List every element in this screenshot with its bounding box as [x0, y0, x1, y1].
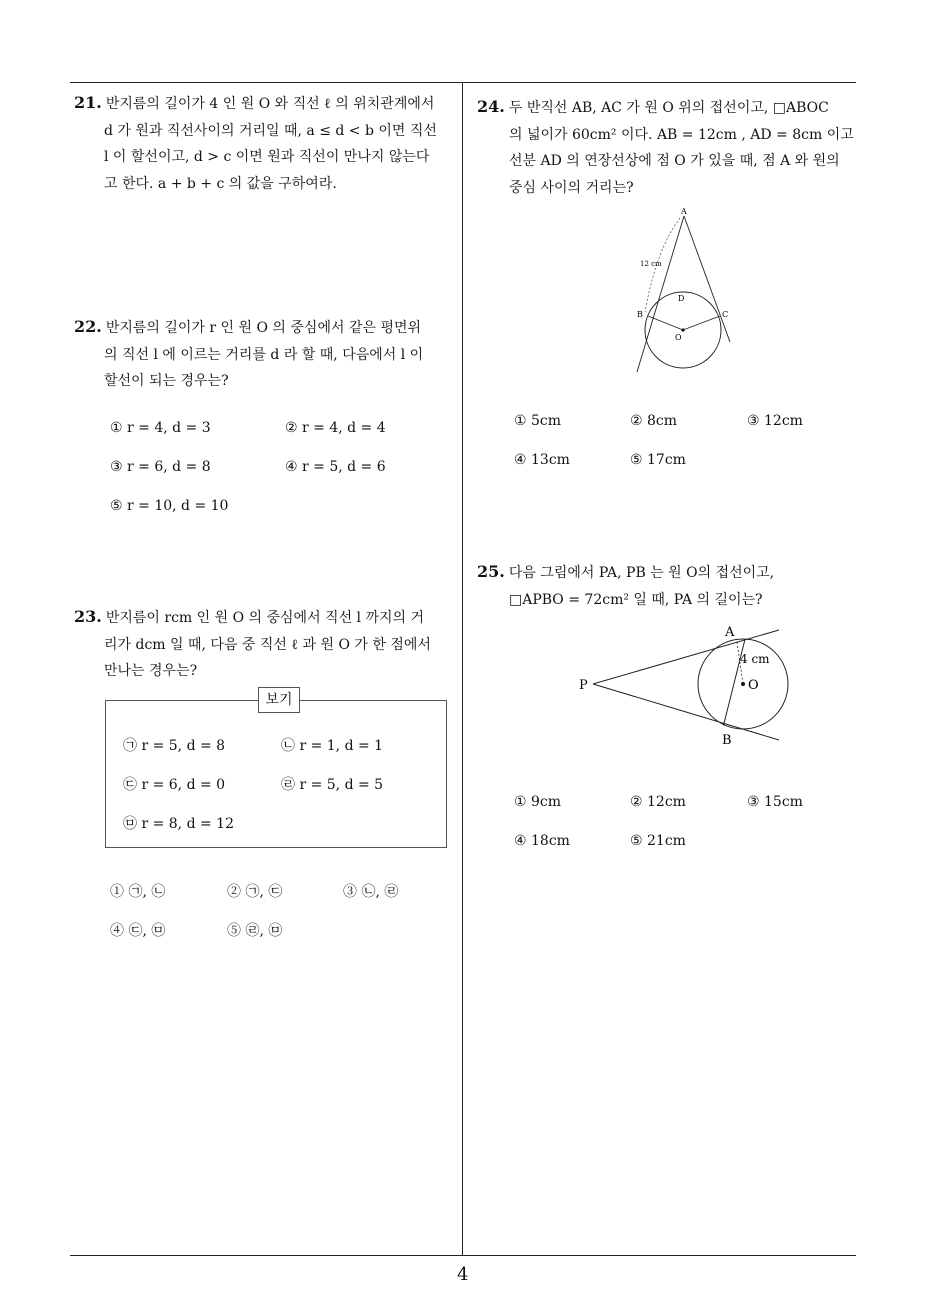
q21-line-1: 21. 반지름의 길이가 4 인 원 O 와 직선 ℓ 의 위치관계에서 [74, 93, 435, 112]
q24-choice-3[interactable]: ③ 12cm [747, 413, 803, 429]
q25-figure [575, 618, 790, 753]
q24-choice-5[interactable]: ⑤ 17cm [630, 452, 686, 468]
q25-choice-5[interactable]: ⑤ 21cm [630, 833, 686, 849]
q23-choice-4[interactable]: ④ ㉢, ㉤ [110, 923, 166, 939]
q22-line-3: 할선이 되는 경우는? [104, 373, 229, 389]
q22-choice-5[interactable]: ⑤ r = 10, d = 10 [110, 498, 229, 514]
q24-radius-oc [683, 316, 720, 330]
q25-label-b: B [722, 733, 732, 748]
q24-choice-1[interactable]: ① 5cm [514, 413, 562, 429]
q24-number: 24. [477, 97, 505, 116]
q24-choice-2[interactable]: ② 8cm [630, 413, 678, 429]
q25-line-2: □APBO = 72cm² 일 때, PA 의 길이는? [509, 591, 763, 608]
q23-choice-3[interactable]: ③ ㉡, ㉣ [343, 884, 399, 900]
q22-choice-3[interactable]: ③ r = 6, d = 8 [110, 459, 211, 475]
q23-line-1: 23. 반지름이 rcm 인 원 O 의 중심에서 직선 l 까지의 거 [74, 607, 425, 626]
q24-tangent-ac [684, 216, 730, 342]
q24-label-c: C [722, 310, 729, 319]
q21-line-3: l 이 할선이고, d > c 이면 원과 직선이 만나지 않는다 [104, 149, 430, 165]
q24-line-4: 중심 사이의 거리는? [509, 179, 634, 196]
q24-line-2: 의 넓이가 60cm² 이다. AB = 12cm , AD = 8cm 이고 [509, 126, 854, 143]
question-22 [74, 314, 458, 395]
q24-radius-ob [648, 316, 683, 330]
page-number: 4 [457, 1264, 469, 1285]
q24-choice-4[interactable]: ④ 13cm [514, 452, 570, 468]
q23-line-2: 리가 dcm 일 때, 다음 중 직선 ℓ 과 원 O 가 한 점에서 [104, 636, 431, 653]
q25-choice-1[interactable]: ① 9cm [514, 794, 562, 810]
q23-box-item-1: ㉠ r = 5, d = 8 [123, 738, 226, 754]
top-rule [70, 82, 856, 83]
q21-number: 21. [74, 93, 102, 112]
q23-choice-5[interactable]: ⑤ ㉣, ㉤ [227, 923, 283, 939]
q23-box-item-5: ㉤ r = 8, d = 12 [123, 816, 234, 832]
q25-number: 25. [477, 562, 505, 581]
q22-choice-1[interactable]: ① r = 4, d = 3 [110, 420, 211, 436]
q24-label-d: D [678, 294, 685, 303]
q25-label-length: 4 cm [740, 652, 770, 666]
question-25 [477, 559, 859, 613]
q24-tangent-ab [637, 216, 684, 372]
q23-choice-2[interactable]: ② ㉠, ㉢ [227, 884, 283, 900]
question-24 [477, 94, 859, 201]
column-divider [462, 82, 463, 1256]
q24-figure [620, 200, 740, 375]
q24-label-length: 12 cm [640, 260, 662, 268]
q25-line-1: 25. 다음 그림에서 PA, PB 는 원 O의 접선이고, [477, 562, 775, 581]
q24-label-a: A [681, 207, 687, 216]
question-21 [74, 90, 458, 197]
q23-number: 23. [74, 607, 102, 626]
q22-line-1: 22. 반지름의 길이가 r 인 원 O 의 중심에서 같은 평면위 [74, 317, 422, 336]
q23-box-title: 보기 [258, 687, 300, 713]
q24-line-3: 선분 AD 의 연장선상에 점 O 가 있을 때, 점 A 와 원의 [509, 153, 840, 169]
q24-label-b: B [637, 310, 643, 319]
q22-number: 22. [74, 317, 102, 336]
question-23 [74, 604, 458, 685]
q23-line-3: 만나는 경우는? [104, 663, 198, 679]
q23-box-item-3: ㉢ r = 6, d = 0 [123, 777, 226, 793]
q22-choice-4[interactable]: ④ r = 5, d = 6 [285, 459, 386, 475]
q25-choice-2[interactable]: ② 12cm [630, 794, 686, 810]
q25-choice-4[interactable]: ④ 18cm [514, 833, 570, 849]
bottom-rule [70, 1255, 856, 1256]
q23-box-item-4: ㉣ r = 5, d = 5 [281, 777, 384, 793]
q21-line-2: d 가 원과 직선사이의 거리일 때, a ≤ d < b 이면 직선 [104, 122, 437, 139]
q23-choice-1[interactable]: ① ㉠, ㉡ [110, 884, 166, 900]
q25-label-a: A [725, 625, 735, 640]
q25-center-dot [741, 682, 745, 686]
q25-label-p: P [579, 678, 588, 693]
q22-choice-2[interactable]: ② r = 4, d = 4 [285, 420, 386, 436]
q23-example-box [105, 692, 447, 848]
q23-box-item-2: ㉡ r = 1, d = 1 [281, 738, 384, 754]
q25-choice-3[interactable]: ③ 15cm [747, 794, 803, 810]
q25-label-o: O [748, 678, 759, 693]
q21-line-4: 고 한다. a + b + c 의 값을 구하여라. [104, 175, 337, 192]
q24-center-dot [681, 328, 684, 331]
q24-label-o: O [675, 333, 682, 342]
q22-line-2: 의 직선 l 에 이르는 거리를 d 라 할 때, 다음에서 l 이 [104, 346, 424, 363]
q24-line-1: 24. 두 반직선 AB, AC 가 원 O 위의 접선이고, □ABOC [477, 97, 829, 116]
